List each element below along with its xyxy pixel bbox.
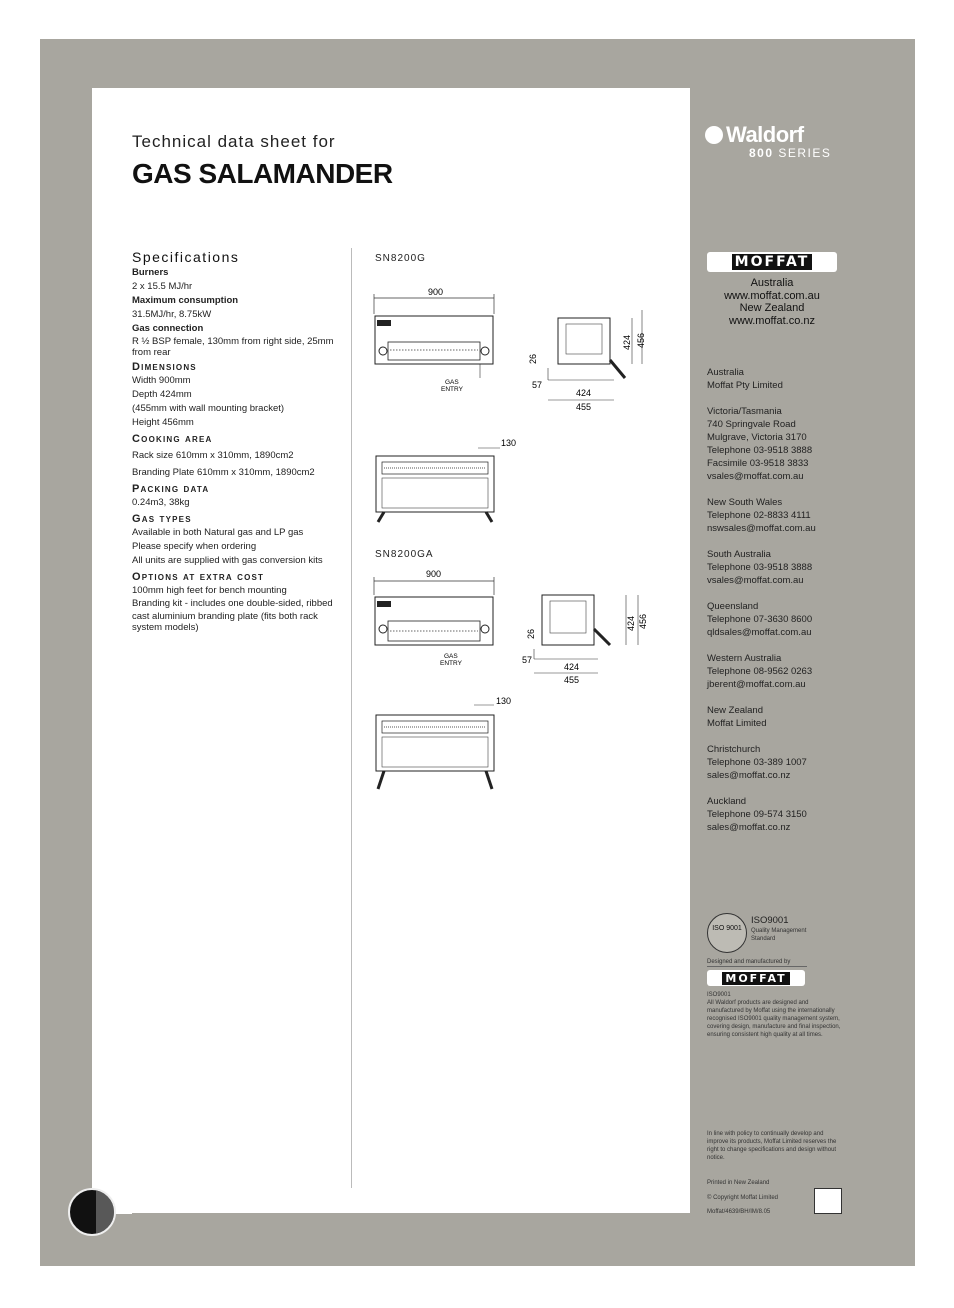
iso-title: ISO9001 (751, 915, 789, 926)
document-code: Moffat/4639/BH/IM/8.05 (707, 1209, 771, 1215)
contact-email[interactable]: jberent@moffat.com.au (707, 679, 806, 690)
side2-424-dim: 424 (564, 662, 580, 672)
dim-depth: Depth 424mm (132, 389, 192, 400)
contact-block (707, 405, 847, 483)
side2-455-dim: 455 (564, 675, 580, 685)
dim-height: Height 456mm (132, 417, 194, 428)
option-3: cast aluminium branding plate (fits both rack system models) (132, 611, 318, 633)
contact-line: Australia (707, 367, 744, 378)
designed-by: Designed and manufactured by (707, 958, 807, 967)
printed-note: Printed in New Zealand (707, 1180, 770, 1186)
side-26-dim: 26 (528, 353, 538, 364)
column-divider (351, 248, 352, 1188)
contact-line: Telephone 02-8833 4111 (707, 510, 811, 521)
round-badge-icon (68, 1188, 116, 1236)
moffat-wordmark: MOFFAT (732, 254, 813, 270)
iso-note-head: ISO9001 (707, 992, 731, 998)
contact-email[interactable]: qldsales@moffat.com.au (707, 627, 812, 638)
waldorf-logo (705, 122, 832, 160)
contact-line: Telephone 03-9518 3888 (707, 562, 813, 573)
gas-entry-2b: ENTRY (440, 660, 462, 667)
contact-block (707, 795, 847, 834)
web-nz-label: New Zealand (739, 302, 805, 315)
contact-line: Moffat Limited (707, 718, 767, 729)
gas-type-2: Please specify when ordering (132, 541, 257, 552)
web-nz-url[interactable]: www.moffat.co.nz (729, 315, 815, 328)
contact-list (707, 366, 847, 847)
product-title: GAS SALAMANDER (132, 158, 393, 189)
packing-heading: Packing data (132, 483, 210, 495)
side-424h-dim: 424 (622, 334, 632, 350)
contact-line: 740 Springvale Road (707, 419, 796, 430)
moffat-logo-small (707, 970, 805, 986)
contact-block (707, 743, 847, 782)
series-number: 800 (749, 146, 774, 160)
contact-email[interactable]: sales@moffat.co.nz (707, 770, 791, 781)
contact-line: Christchurch (707, 744, 761, 755)
gas-connection-value: R ½ BSP female, 130mm from right side, 25mm from rear (132, 336, 334, 358)
iso-note (707, 991, 842, 1039)
contact-line: Telephone 03-9518 3888 (707, 445, 813, 456)
certification-mark-icon (814, 1188, 842, 1214)
option-1: 100mm high feet for bench mounting (132, 585, 287, 596)
contact-line: Mulgrave, Victoria 3170 (707, 432, 807, 443)
side2-456-dim: 456 (638, 613, 648, 629)
contact-line: Telephone 09-574 3150 (707, 809, 807, 820)
option-2: Branding kit - includes one double-sided, ribbed (132, 598, 333, 609)
gas-entry-1b: ENTRY (441, 386, 463, 393)
moffat-wordmark-small: MOFFAT (722, 972, 789, 985)
packing-value: 0.24m3, 38kg (132, 497, 190, 508)
contact-line: Telephone 07-3630 8600 (707, 614, 813, 625)
web-addresses (707, 277, 837, 328)
side-424-dim: 424 (576, 388, 592, 398)
contact-email[interactable]: sales@moffat.co.nz (707, 822, 791, 833)
cook-plate: Branding Plate 610mm x 310mm, 1890cm2 (132, 467, 315, 478)
side2-26-dim: 26 (526, 628, 536, 639)
contact-line: Western Australia (707, 653, 782, 664)
side-57-dim: 57 (532, 380, 543, 390)
contact-email[interactable]: vsales@moffat.com.au (707, 575, 804, 586)
copyright-note: © Copyright Moffat Limited (707, 1195, 779, 1201)
side-456-dim: 456 (636, 332, 646, 348)
dim-width: Width 900mm (132, 375, 191, 386)
moffat-logo (707, 252, 837, 272)
cook-rack: Rack size 610mm x 310mm, 1890cm2 (132, 450, 294, 461)
gas-types-heading: Gas types (132, 513, 192, 525)
specs-heading: Specifications (132, 249, 240, 265)
dim-bracket: (455mm with wall mounting bracket) (132, 403, 285, 414)
contact-block (707, 704, 847, 730)
gas-type-1: Available in both Natural gas and LP gas (132, 527, 304, 538)
rear-130-dim: 130 (501, 438, 517, 448)
front-width-dim: 900 (428, 287, 444, 297)
contact-block (707, 548, 847, 587)
side-455-dim: 455 (576, 402, 592, 412)
waldorf-mark-icon (705, 126, 723, 144)
gas-connection-label: Gas connection (132, 323, 204, 334)
specifications-section (132, 250, 342, 635)
contact-line: Auckland (707, 796, 747, 807)
burners-label: Burners (132, 267, 169, 278)
policy-note: In line with policy to continually develop and improve its products, Moffat Limited reserves the right to change specifications and design without notice. (707, 1131, 837, 1161)
cooking-heading: Cooking area (132, 433, 213, 445)
burners-value: 2 x 15.5 MJ/hr (132, 281, 193, 292)
side2-57-dim: 57 (522, 655, 533, 665)
gas-entry-1a: GAS (445, 379, 459, 386)
web-au-label: Australia (750, 277, 794, 289)
contact-line: Queensland (707, 601, 759, 612)
contact-email[interactable]: nswsales@moffat.com.au (707, 523, 816, 534)
contact-line: Moffat Pty Limited (707, 380, 783, 391)
series-word: SERIES (778, 146, 832, 160)
options-heading: Options at extra cost (132, 571, 265, 583)
contact-line: Telephone 08-9562 0263 (707, 666, 813, 677)
contact-email[interactable]: vsales@moffat.com.au (707, 471, 804, 482)
contact-line: Facsimile 03-9518 3833 (707, 458, 809, 469)
contact-line: New South Wales (707, 497, 783, 508)
gas-type-3: All units are supplied with gas conversion kits (132, 555, 323, 566)
iso-seal-icon: ISO 9001 (707, 913, 747, 953)
iso-note-text: All Waldorf products are designed and manufactured by Moffat using the internationally recognised ISO9001 quality management system, covering design, manufacture and final inspection, ensuring consistent high quality at all times. (707, 1000, 841, 1038)
model-sn8200ga-label: SN8200GA (375, 549, 434, 560)
series-label (749, 146, 831, 160)
model-sn8200g-label: SN8200G (375, 253, 426, 264)
side2-424h-dim: 424 (626, 615, 636, 631)
contact-block (707, 366, 847, 392)
sn8200g-drawings (370, 280, 650, 540)
sn8200ga-drawings (370, 565, 650, 805)
contact-block (707, 496, 847, 535)
contact-line: South Australia (707, 549, 771, 560)
iso-subtitle: Quality Management Standard (751, 928, 807, 942)
contact-line: Victoria/Tasmania (707, 406, 782, 417)
contact-block (707, 600, 847, 639)
gas-entry-2a: GAS (444, 653, 458, 660)
contact-line: Telephone 03-389 1007 (707, 757, 807, 768)
contact-line: New Zealand (707, 705, 763, 716)
sheet-subtitle: Technical data sheet for (132, 132, 336, 151)
contact-block (707, 652, 847, 691)
waldorf-wordmark: Waldorf (726, 122, 804, 147)
consumption-value: 31.5MJ/hr, 8.75kW (132, 309, 212, 320)
front2-width-dim: 900 (426, 569, 442, 579)
consumption-label: Maximum consumption (132, 295, 239, 306)
web-au-url[interactable]: www.moffat.com.au (724, 289, 820, 302)
dimensions-heading: Dimensions (132, 361, 197, 373)
rear2-130-dim: 130 (496, 696, 512, 706)
